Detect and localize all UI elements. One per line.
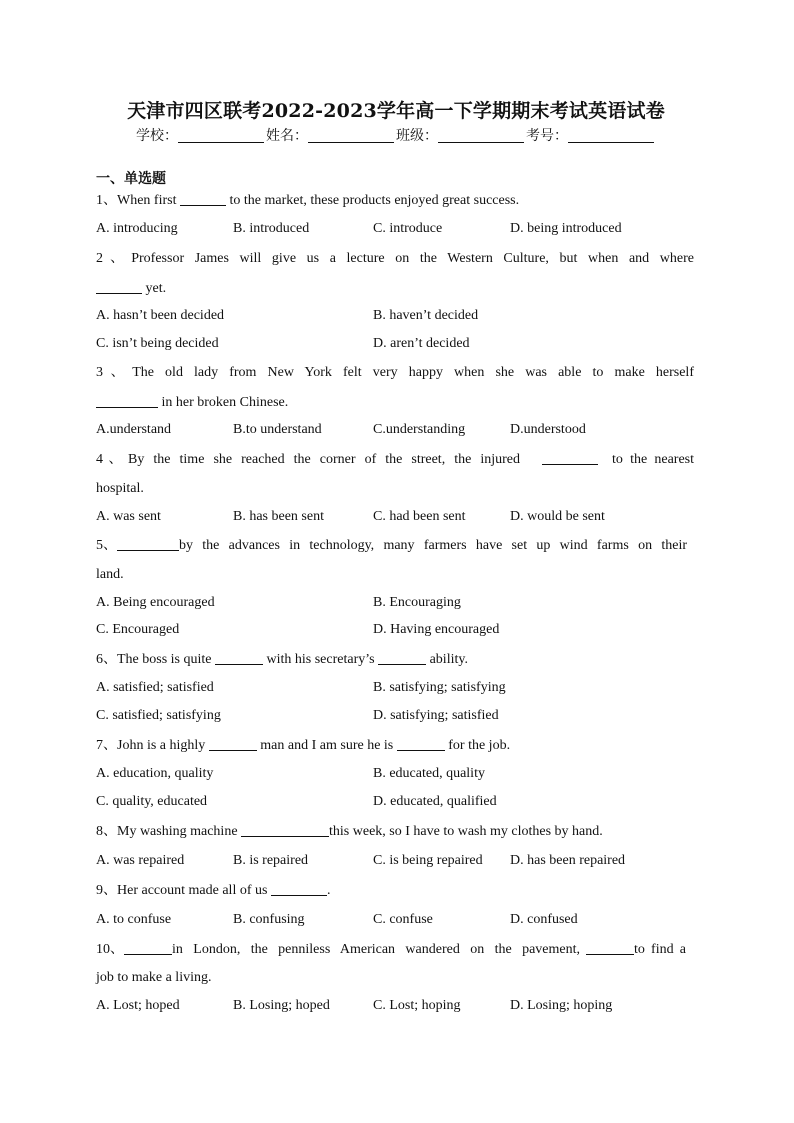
question-text: by the advances in technology, many farmers have set up wind farms on their xyxy=(179,538,687,553)
question-text: to find a xyxy=(634,942,686,957)
answer-blank xyxy=(586,941,634,955)
answer-blank xyxy=(397,737,445,751)
exam-title: 天津市四区联考2022-2023学年高一下学期期末考试英语试卷 xyxy=(127,100,665,122)
question-text: yet. xyxy=(142,281,167,296)
option-b: B.to understand xyxy=(233,422,322,437)
option-b: B. confusing xyxy=(233,912,305,927)
question-text: ability. xyxy=(426,652,468,667)
option-a: A. to confuse xyxy=(96,912,172,927)
option-d: D. has been repaired xyxy=(510,853,626,868)
question-10-stem-cont: job to make a living. xyxy=(96,970,212,985)
question-5-stem xyxy=(96,537,694,554)
option-a: A. introducing xyxy=(96,221,178,236)
school-label: 学校： xyxy=(136,128,178,144)
answer-blank xyxy=(96,394,158,408)
answer-blank xyxy=(209,737,257,751)
answer-blank xyxy=(378,651,426,665)
question-text: 6、The boss is quite xyxy=(96,652,215,667)
option-b: B. Encouraging xyxy=(373,595,461,610)
option-d: D.understood xyxy=(510,422,586,437)
question-text: man and I am sure he is xyxy=(256,738,397,753)
question-3-stem: 3、The old lady from New York felt very happy when she was able to make herself xyxy=(96,365,694,380)
option-b: B. satisfying; satisfying xyxy=(373,680,506,695)
option-c: C. satisfied; satisfying xyxy=(96,708,221,723)
name-label: 姓名： xyxy=(266,128,308,144)
answer-blank xyxy=(117,537,179,551)
option-a: A. satisfied; satisfied xyxy=(96,680,214,695)
question-text: 5、 xyxy=(96,538,117,553)
option-a: A. hasn’t been decided xyxy=(96,308,225,323)
question-8-stem xyxy=(96,823,694,840)
answer-blank xyxy=(542,451,598,465)
option-c: C. introduce xyxy=(373,221,443,236)
option-d: D. Having encouraged xyxy=(373,622,500,637)
option-b: B. has been sent xyxy=(233,509,324,524)
number-label: 考号： xyxy=(526,128,568,144)
option-a: A. was sent xyxy=(96,509,161,524)
answer-blank xyxy=(271,882,327,896)
question-text: 10、 xyxy=(96,942,124,957)
option-d: D. educated, qualified xyxy=(373,794,497,809)
question-7-stem xyxy=(96,737,694,754)
number-blank[interactable] xyxy=(568,128,654,143)
name-blank[interactable] xyxy=(308,128,394,143)
answer-blank xyxy=(215,651,263,665)
question-text: 1、When first xyxy=(96,193,180,208)
student-info-row xyxy=(96,125,696,145)
answer-blank xyxy=(180,192,226,206)
question-text: . xyxy=(326,883,331,898)
question-text: to the market, these products enjoyed great success. xyxy=(225,193,520,208)
question-5-stem-cont: land. xyxy=(96,567,124,582)
class-blank[interactable] xyxy=(438,128,524,143)
option-b: B. haven’t decided xyxy=(373,308,479,323)
question-text: in her broken Chinese. xyxy=(158,395,289,410)
question-text: with his secretary’s xyxy=(263,652,379,667)
option-d: D. being introduced xyxy=(510,221,622,236)
option-a: A. education, quality xyxy=(96,766,214,781)
question-4-stem-cont: hospital. xyxy=(96,481,144,496)
option-d: D. Losing; hoping xyxy=(510,998,613,1013)
option-b: B. is repaired xyxy=(233,853,309,868)
question-text: this week, so I have to wash my clothes by hand. xyxy=(329,824,603,839)
question-text: for the job. xyxy=(444,738,511,753)
question-text: in London, the penniless American wandered on the pavement, xyxy=(172,942,580,957)
option-c: C. had been sent xyxy=(373,509,466,524)
question-text: 8、My washing machine xyxy=(96,824,242,839)
option-d: D. satisfying; satisfied xyxy=(373,708,499,723)
answer-blank xyxy=(124,941,172,955)
option-b: B. introduced xyxy=(233,221,310,236)
option-c: C. Lost; hoping xyxy=(373,998,461,1013)
question-6-stem xyxy=(96,651,694,668)
option-d: D. aren’t decided xyxy=(373,336,470,351)
option-c: C. Encouraged xyxy=(96,622,180,637)
class-label: 班级： xyxy=(396,128,438,144)
question-10-stem xyxy=(96,941,694,958)
option-a: A. Being encouraged xyxy=(96,595,215,610)
option-c: C.understanding xyxy=(373,422,466,437)
option-d: D. would be sent xyxy=(510,509,605,524)
question-text: to the nearest xyxy=(612,452,694,467)
option-d: D. confused xyxy=(510,912,578,927)
option-c: C. confuse xyxy=(373,912,433,927)
question-9-stem xyxy=(96,882,694,899)
question-2-stem: 2、Professor James will give us a lecture on the Western Culture, but when and where xyxy=(96,251,694,266)
option-a: A. was repaired xyxy=(96,853,185,868)
option-b: B. educated, quality xyxy=(373,766,485,781)
option-a: A.understand xyxy=(96,422,172,437)
question-2-stem-cont xyxy=(96,280,694,297)
question-text: 7、John is a highly xyxy=(96,738,209,753)
option-c: C. isn’t being decided xyxy=(96,336,219,351)
option-c: C. quality, educated xyxy=(96,794,208,809)
question-1-stem xyxy=(96,192,694,209)
option-b: B. Losing; hoped xyxy=(233,998,330,1013)
question-3-stem-cont xyxy=(96,394,694,411)
option-c: C. is being repaired xyxy=(373,853,483,868)
question-text: 9、Her account made all of us xyxy=(96,883,271,898)
answer-blank xyxy=(241,823,329,837)
question-text: 4、By the time she reached the corner of the street, the injured xyxy=(96,452,520,467)
school-blank[interactable] xyxy=(178,128,264,143)
answer-blank xyxy=(96,280,142,294)
option-a: A. Lost; hoped xyxy=(96,998,180,1013)
section-heading: 一、单选题 xyxy=(96,171,166,187)
question-4-stem xyxy=(96,451,694,468)
